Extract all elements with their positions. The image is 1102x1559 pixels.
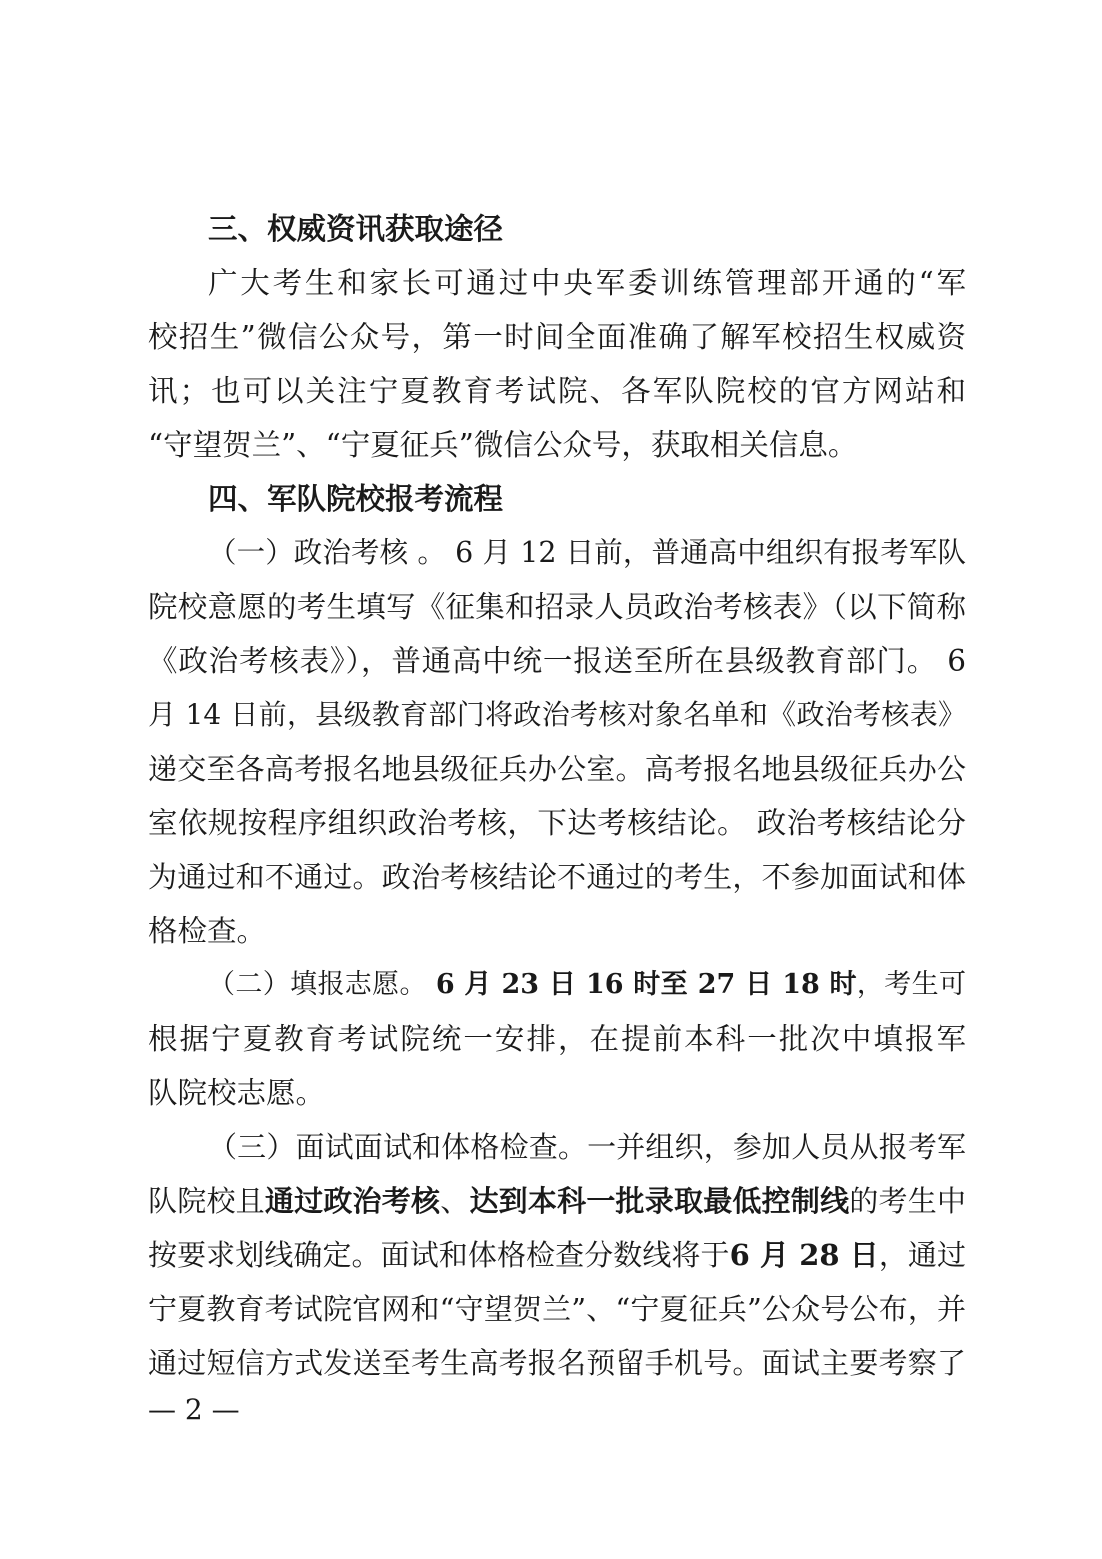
paragraph-line: 讯；也可以关注宁夏教育考试院、各军队院校的官方网站和 — [148, 374, 966, 408]
section-heading-3: 三、权威资讯获取途径 — [208, 212, 504, 246]
paragraph-line: 校招生”微信公众号，第一时间全面准确了解军校招生权威资 — [148, 320, 966, 354]
requirement-bold: 达到本科一批录取最低控制线 — [469, 1184, 850, 1218]
requirement-bold: 通过政治考核 — [264, 1184, 441, 1218]
paragraph-line: 通过短信方式发送至考生高考报名预留手机号。面试主要考察了 — [148, 1346, 966, 1380]
deadline-bold: 6 月 23 日 16 时至 27 日 18 时 — [435, 969, 857, 1000]
text-span: 的考生中 — [849, 1184, 966, 1218]
paragraph-line: 格检查。 — [148, 914, 267, 948]
text-span: 按要求划线确定。面试和体格检查分数线将于 — [148, 1238, 730, 1272]
paragraph-line — [148, 1228, 966, 1282]
paragraph-line: 院校意愿的考生填写《征集和招录人员政治考核表》（以下简称 — [148, 590, 966, 624]
document-body — [148, 202, 966, 1390]
paragraph-line: 室依规按程序组织政治考核，下达考核结论。 政治考核结论分 — [148, 806, 966, 840]
text-span: 队院校且 — [148, 1184, 265, 1218]
text-span: ，考生可 — [856, 969, 966, 1000]
paragraph-line: 递交至各高考报名地县级征兵办公室。高考报名地县级征兵办公 — [148, 752, 966, 786]
paragraph-line: “守望贺兰”、“宁夏征兵”微信公众号，获取相关信息。 — [148, 428, 858, 462]
paragraph-line: 《政治考核表》），普通高中统一报送至所在县级教育部门。 6 — [148, 644, 966, 678]
date-bold: 6 月 28 日 — [729, 1238, 879, 1272]
text-span: ，通过 — [878, 1238, 966, 1272]
paragraph-line: 队院校志愿。 — [148, 1076, 326, 1110]
text-span: （二）填报志愿。 — [208, 969, 436, 1000]
section-heading-4: 四、军队院校报考流程 — [208, 482, 504, 516]
paragraph-line — [148, 1174, 966, 1228]
paragraph-line: （三）面试面试和体格检查。一并组织，参加人员从报考军 — [208, 1130, 966, 1164]
paragraph-line: 宁夏教育考试院官网和“守望贺兰”、“宁夏征兵”公众号公布，并 — [148, 1292, 966, 1326]
paragraph-line: 根据宁夏教育考试院统一安排，在提前本科一批次中填报军 — [148, 1022, 966, 1056]
paragraph-line: 月 14 日前，县级教育部门将政治考核对象名单和《政治考核表》 — [148, 698, 966, 731]
paragraph-line: （一）政治考核 。 6 月 12 日前，普通高中组织有报考军队 — [208, 536, 966, 569]
text-span: 、 — [440, 1184, 470, 1218]
paragraph-line: 为通过和不通过。政治考核结论不通过的考生，不参加面试和体 — [148, 860, 966, 894]
page-number: — 2 — — [148, 1393, 240, 1426]
paragraph-line: 广大考生和家长可通过中央军委训练管理部开通的“军 — [208, 266, 966, 300]
paragraph-line — [148, 958, 966, 1012]
